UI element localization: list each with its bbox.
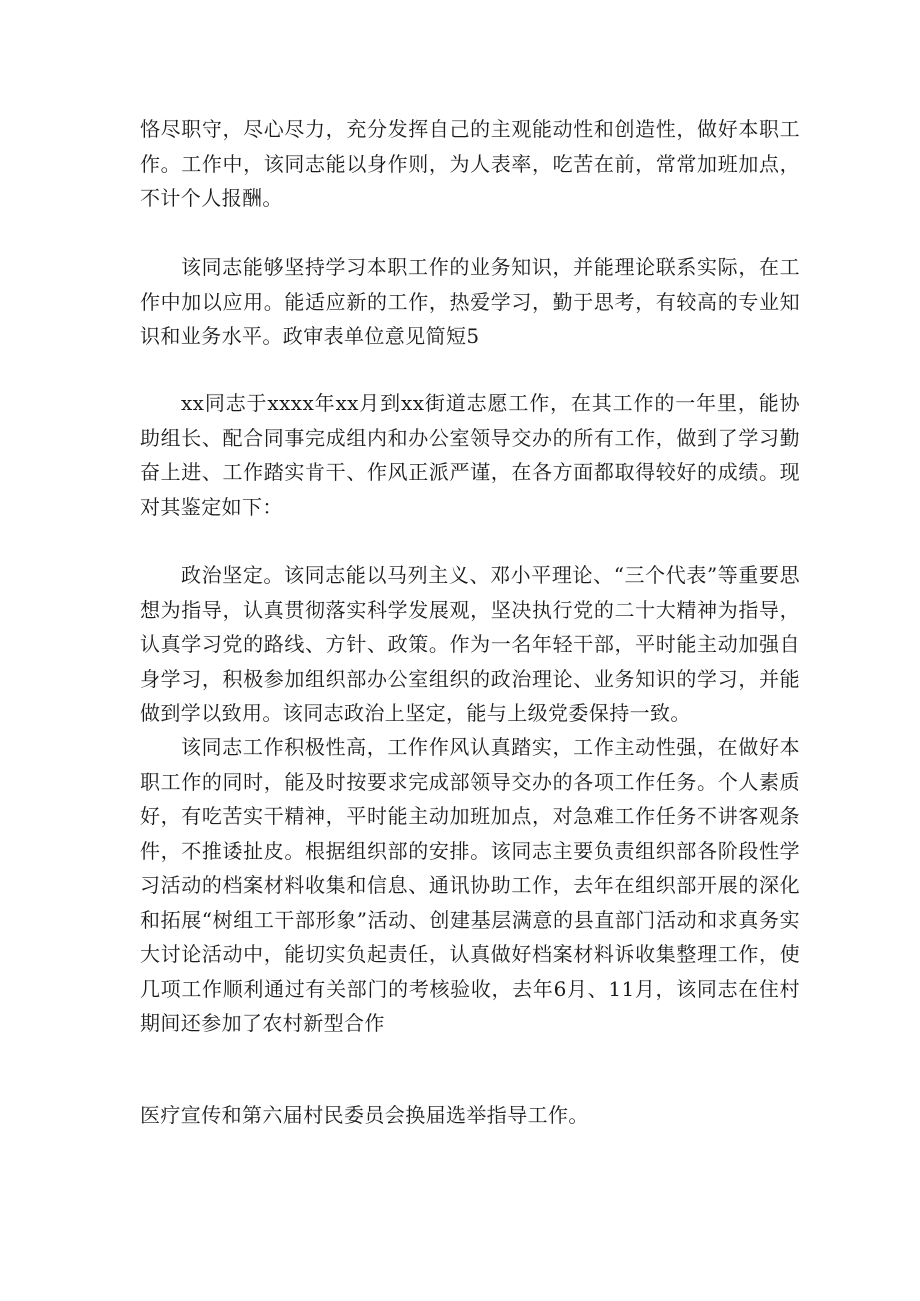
paragraph-1: 恪尽职守，尽心尽力，充分发挥自己的主观能动性和创造性，做好本职工作。工作中，该同志能以身作则，为人表率，吃苦在前，常常加班加点，不计个人报酬。 xyxy=(140,117,800,210)
paragraph-5: 该同志工作积极性高，工作作风认真踏实，工作主动性强，在做好本职工作的同时，能及时按要求完成部领导交办的各项工作任务。个人素质好，有吃苦实干精神，平时能主动加班加点，对急难工作任务不讲客观条件，不推诿扯皮。根据组织部的安排。该同志主要负责组织部各阶段性学习活动的档案材料收集和信息、通讯协助工作，去年在组织部开展的深化和拓展“树组工干部形象”活动、创建基层满意的县直部门活动和求真务实大讨论活动中，能切实负起责任，认真做好档案材料诉收集整理工作，使几项工作顺利通过有关部门的考核验收，去年6月、11月，该同志在住村期间还参加了农村新型合作 xyxy=(140,735,800,1035)
paragraph-2: 该同志能够坚持学习本职工作的业务知识，并能理论联系实际，在工作中加以应用。能适应新的工作，热爱学习，勤于思考，有较高的专业知识和业务水平。政审表单位意见简短5 xyxy=(140,255,800,348)
paragraph-6: 医疗宣传和第六届村民委员会换届选举指导工作。 xyxy=(140,1103,589,1127)
paragraph-4: 政治坚定。该同志能以马列主义、邓小平理论、“三个代表”等重要思想为指导，认真贯彻落实科学发展观，坚决执行党的二十大精神为指导，认真学习党的路线、方针、政策。作为一名年轻干部，平时能主动加强自身学习，积极参加组织部办公室组织的政治理论、业务知识的学习，并能做到学以致用。该同志政治上坚定，能与上级党委保持一致。 xyxy=(140,563,800,725)
paragraph-3: xx同志于xxxx年xx月到xx街道志愿工作，在其工作的一年里，能协助组长、配合同事完成组内和办公室领导交办的所有工作，做到了学习勤奋上进、工作踏实肯干、作风正派严谨，在各方面都取得较好的成绩。现对其鉴定如下： xyxy=(140,391,800,519)
